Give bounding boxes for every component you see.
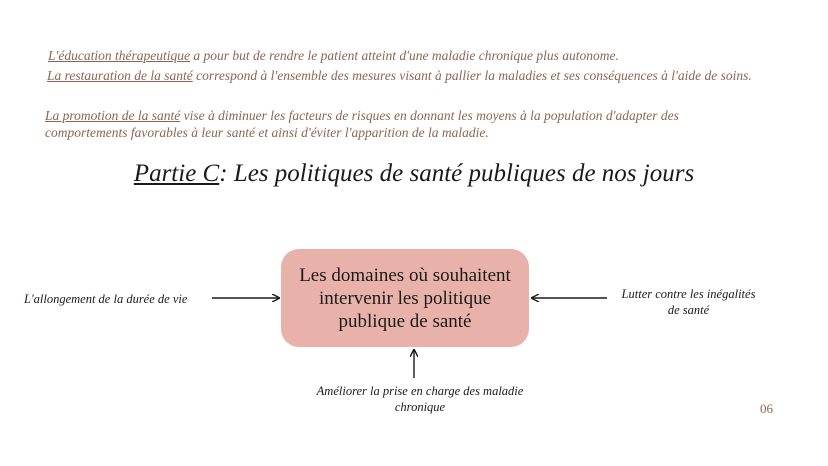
definition-term: La restauration de la santé (47, 68, 193, 83)
definition-promotion (45, 107, 761, 141)
domain-right-label: Lutter contre les inégalités de santé (621, 287, 756, 317)
section-label: Partie C (133, 160, 220, 187)
section-heading (0, 160, 828, 188)
central-concept-box (281, 249, 529, 347)
central-concept-text: Les domaines où souhaitent intervenir les politique publique de santé (299, 264, 511, 332)
page-number: 06 (760, 401, 773, 416)
definition-term: La promotion de la santé (45, 108, 181, 123)
section-title: : Les politiques de santé publiques de nos jours (219, 160, 695, 187)
definition-restauration (47, 67, 763, 84)
domain-left-label: L'allongement de la durée de vie (24, 292, 188, 306)
domain-bottom-label: Améliorer la prise en charge des maladie chronique (316, 384, 524, 414)
definition-text: correspond à l'ensemble des mesures visant à pallier la maladies et ses conséquences à l'aide de soins. (192, 68, 752, 83)
definition-education (48, 47, 763, 64)
definition-text: vise à diminuer les facteurs de risques en donnant les moyens à la population d'adapter des comportements favorables à leur santé et ainsi d'éviter l'apparition de la maladie. (45, 108, 679, 140)
definition-term: L'éducation thérapeutique (48, 48, 190, 63)
definition-text: a pour but de rendre le patient atteint d'une maladie chronique plus autonome. (190, 48, 619, 63)
